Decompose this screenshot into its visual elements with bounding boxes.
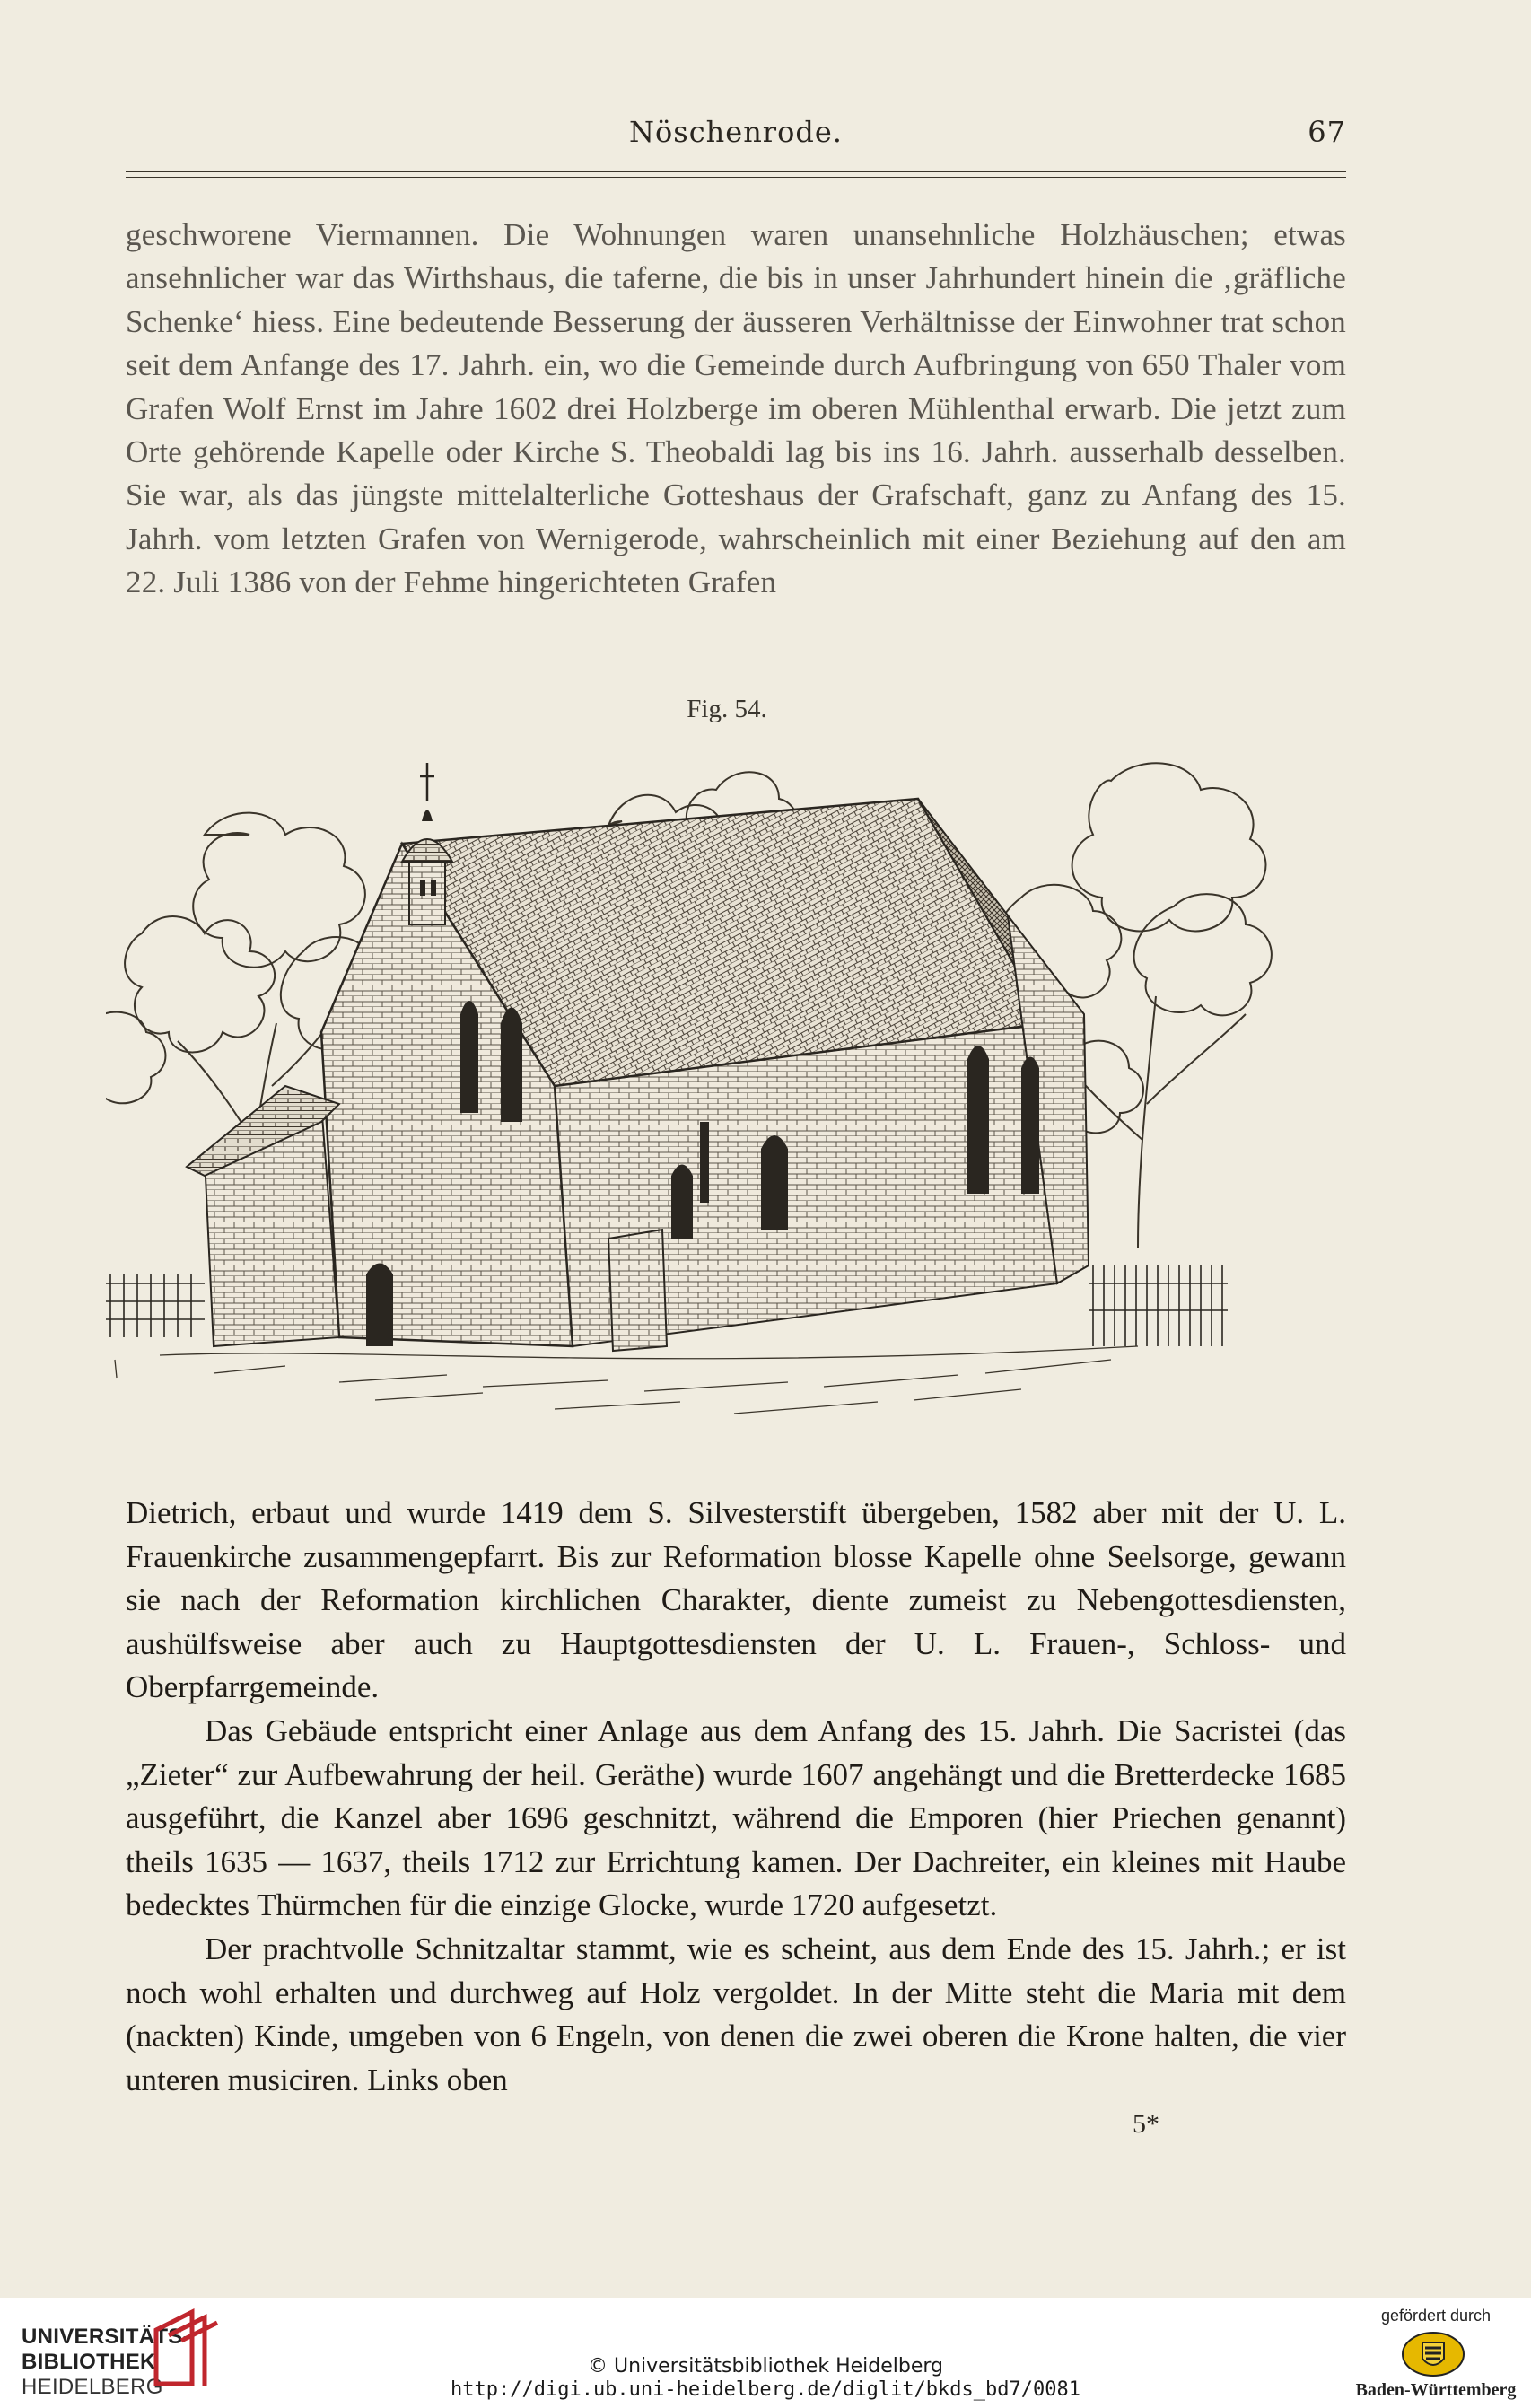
- funded-by-label: gefördert durch: [1380, 2307, 1492, 2325]
- copyright-text: © Universitätsbibliothek Heidelberg: [587, 2355, 943, 2377]
- library-name-line2: BIBLIOTHEK: [22, 2350, 156, 2374]
- running-title: Nöschenrode.: [629, 115, 843, 149]
- paragraph: Der prachtvolle Schnitzaltar stammt, wie es scheint, aus dem Ende des 15. Jahrh.; er ist noch wohl erhalten und durchweg auf Holz vergoldet. In der Mitte steht die Maria mit dem (nackten) Kinde, umgeben von 6 Engeln, von denen die zwei oberen die Krone halten, die vier unteren musiciren. Links oben: [126, 1931, 1346, 2097]
- paragraph: Dietrich, erbaut und wurde 1419 dem S. Silvesterstift übergeben, 1582 aber mit der U. L. Frauenkirche zusammengepfarrt. Bis zur Reformation blosse Kapelle ohne Seelsorge, gewann sie nach der Reformation kirchlichen Charakter, diente zumeist zu Nebengottesdiensten, aushülfsweise aber auch zu Hauptgottesdiensten der U. L. Frauen-, Schloss- und Oberpfarrgemeinde.: [126, 1495, 1346, 1705]
- page-number: 67: [1308, 115, 1346, 149]
- permalink-url[interactable]: http://digi.ub.uni-heidelberg.de/diglit/bkds_bd7/0081: [451, 2378, 1080, 2401]
- library-name-line3: HEIDELBERG: [22, 2375, 163, 2399]
- fence-right: [1089, 1265, 1228, 1346]
- chapel-building: [187, 763, 1089, 1351]
- library-name-line1: UNIVERSITÄTS-: [22, 2325, 190, 2349]
- state-name: Baden-Württemberg: [1355, 2380, 1517, 2400]
- baden-wuerttemberg-coat-of-arms-icon[interactable]: [1400, 2330, 1466, 2378]
- ground: [115, 1346, 1138, 1414]
- paragraph: Das Gebäude entspricht einer Anlage aus dem Anfang des 15. Jahrh. Die Sacristei (das „Zieter“ zur Aufbewahrung der heil. Geräthe) wurde 1607 angehängt und die Bretterdecke 1685 ausgeführt, die Kanzel aber 1696 geschnitzt, während die Emporen (hier Priechen genannt) theils 1635 — 1637, theils 1712 zur Errichtung kamen. Der Dachreiter, ein kleines mit Haube bedecktes Thürmchen für die einzige Glocke, wurde 1720 aufgesetzt.: [126, 1712, 1346, 1923]
- running-head: [126, 115, 1346, 154]
- copyright-block: [0, 2355, 1531, 2402]
- chapel-illustration: [106, 727, 1362, 1436]
- figure-caption: Fig. 54.: [687, 695, 767, 723]
- fence-left: [106, 1274, 205, 1337]
- paragraph: geschworene Viermannen. Die Wohnungen waren unansehnliche Holzhäuschen; etwas ansehnlicher war das Wirthshaus, die taferne, die bis in unser Jahrhundert hinein die ‚gräfliche Schenke‘ hiess. Eine bedeutende Besserung der äusseren Verhältnisse der Einwohner trat schon seit dem Anfange des 17. Jahrh. ein, wo die Gemeinde durch Aufbringung von 650 Thaler vom Grafen Wolf Ernst im Jahre 1602 drei Holzberge im oberen Mühlenthal erwarb. Die jetzt zum Orte gehörende Kapelle oder Kirche S. Theobaldi lag bis ins 16. Jahrh. ausserhalb desselben. Sie war, als das jüngste mittelalterliche Gotteshaus der Grafschaft, ganz zu Anfang des 15. Jahrh. vom letzten Grafen von Wernigerode, wahrscheinlich mit einer Beziehung auf den am 22. Juli 1386 von der Fehme hingerichteten Grafen: [126, 217, 1346, 600]
- signature-mark: 5*: [1133, 2109, 1159, 2139]
- header-rule-thin: [126, 177, 1346, 178]
- body-text-lower: [126, 1492, 1346, 2102]
- body-text-upper: [126, 214, 1346, 605]
- header-rule: [126, 171, 1346, 172]
